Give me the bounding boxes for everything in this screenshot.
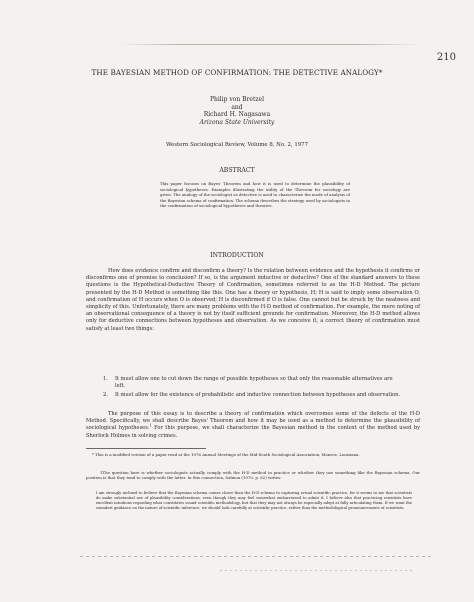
list-item xyxy=(103,376,403,390)
list-item xyxy=(103,392,403,399)
list-item-text: It must allow one to cut down the range of possible hypotheses so that only the reasonable alternatives are left. xyxy=(115,376,393,390)
author-1: Philip von Bretzel xyxy=(209,96,265,103)
footnote-marker: 1 xyxy=(149,423,152,428)
affiliation: Arizona State University xyxy=(199,118,275,126)
paragraph-2-part-a: The purpose of this essay is to describe a theory of confirmation which overcomes some of the defects of the H-D Method. Specifically, we shall describe Bayes' Theorem and how it may be used as a method to determine the plausibility of sociological hypotheses. xyxy=(86,411,420,432)
introduction-heading: INTRODUCTION xyxy=(210,252,264,259)
list-item-number: 2. xyxy=(103,392,108,399)
footnote-star: * This is a modified version of a paper read at the 1976 Annual Meetings of the Mid-South Sociological Association, Monroe, Louisiana. xyxy=(92,452,360,457)
author-conjunction: and xyxy=(231,103,243,111)
scan-noise-line xyxy=(80,556,434,557)
footnote-1: 1The question here is whether sociologists actually comply with the H-D method in practice or whether they use something like the Bayesian schema. Our position is that they tend to comply with the latter. In this connection, Salmon (1970, p. 82) writes: xyxy=(86,470,420,481)
criteria-list xyxy=(103,376,403,402)
paper-title: THE BAYESIAN METHOD OF CONFIRMATION: THE DETECTIVE ANALOGY* xyxy=(91,68,383,77)
journal-citation: Western Sociological Review, Volume 8, No. 2, 1977 xyxy=(165,142,309,148)
scan-noise-line xyxy=(220,570,414,571)
footnote-separator xyxy=(86,448,206,449)
paragraph-2 xyxy=(86,411,420,440)
list-item-number: 1. xyxy=(103,376,108,382)
block-quote: I am strongly inclined to believe that the Bayesian schema comes closer than the H-D schema to capturing actual scientific practice, for it seems to me that scientists do make substantial use of plausibility considerations, even though they may feel somewhat embarrassed to admit it. I believe also that practicing scientists have excellent intuitions regarding what constitutes sound scientific methodology, but that they may not always be especially adept at fully articulating them. If we want the soundest guidance on the nature of scientific inference, we should look carefully at scientific practice, rather than the methodological pronouncements of scientists. xyxy=(96,491,412,511)
abstract-heading: ABSTRACT xyxy=(219,167,255,174)
abstract-text: This paper focuses on Bayes' Theorem and how it is used to determine the plausibility of sociological hypotheses. Examples illustrating the utility of the Theorem for sociology are given. The analogy of the sociologist as detective is used to characterize the mode of analysis of the Bayesian schema of confirmation. The schema describes the strategy used by sociologists in the confirmation of sociological hypotheses and theories. xyxy=(160,181,350,209)
paragraph-2-part-b: For this purpose, we shall characterize the Bayesian method in the context of the method used by Sherlock Holmes in solving crimes. xyxy=(86,425,420,439)
authors-block xyxy=(0,96,474,126)
paragraph-1: How does evidence confirm and disconfirm a theory? Is the relation between evidence and the hypothesis it confirms or disconfirms one of premise to conclusion? If so, is the argument inductive or deductive? One of the standard answers to these questions is the Hypothetical-Deductive Theory of Confirmation, sometimes referred to as the H-D Method. The picture presented by the H-D Method is something like this. One has a theory or hypothesis, H; H is said to imply some observation O, and confirmation of H occurs when O is observed; H is disconfirmed if O is false. One cannot but be struck by the neatness and simplicity of this. Unfortunately, there are many problems with the H-D method of confirmation. For example, the mere noting of an observational consequence of a theory is not by itself sufficient grounds for confirmation. Moreover, the H-D method allows only for deductive connections between hypotheses and observation. As we conceive it, a correct theory of confirmation must satisfy at least two things: xyxy=(86,268,420,332)
scan-edge-line xyxy=(120,44,420,45)
list-item-text: It must allow for the existence of probabilistic and inductive connection between hypotheses and observation. xyxy=(115,392,401,399)
author-2: Richard H. Nagasawa xyxy=(203,111,271,119)
page-number: 210 xyxy=(436,52,456,63)
